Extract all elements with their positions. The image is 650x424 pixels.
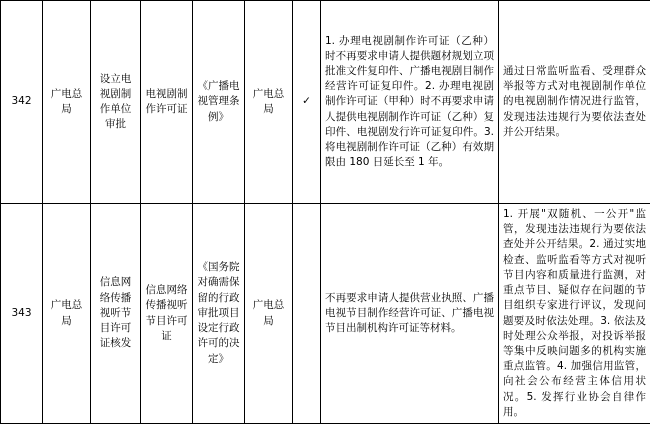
row-checkmark: ✓: [293, 1, 321, 204]
row-item-name: 设立电视剧制作单位审批: [91, 1, 141, 204]
row-implementing-agency: 广电总局: [245, 204, 293, 424]
row-reform-measures: 不再要求申请人提供营业执照、广播电视节目制作经营许可证、广播电视节目出制机构许可证等材料。: [321, 204, 499, 424]
row-number: 343: [1, 204, 43, 424]
table-row: [1, 204, 650, 424]
row-supervision-measures: 1. 开展"双随机、一公开"监管，发现违法违规行为要依法查处并公开结果。2. 通过实地检查、监听监看等方式对视听节目内容和质量进行监测，对重点节目、疑似存在问题的节目组织专家进行评议，发现问题要及时依法处理。3. 依法及时处理公众举报，对投诉举报等集中反映问题多的机构实施重点监管。4. 加强信用监管，向社会公布经营主体信用状况。5. 发挥行业协会自律作用。: [499, 204, 650, 424]
row-legal-basis: 《国务院对确需保留的行政审批项目设定行政许可的决定》: [193, 204, 245, 424]
row-legal-basis: 《广播电视管理条例》: [193, 1, 245, 204]
row-reform-measures: 1. 办理电视剧制作许可证（乙种）时不再要求申请人提供题材规划立项批准文件复印件、广播电视剧目制作经营许可证复印件。2. 办理电视剧制作许可证（甲种）时不再要求申请人提供电视剧制作许可证（乙种）复印件、电视剧发行许可证复印件。3. 将电视剧制作许可证（乙种）有效期限由 180 日延长至 1 年。: [321, 1, 499, 204]
row-competent-authority: 广电总局: [43, 204, 91, 424]
row-number: 342: [1, 1, 43, 204]
table-row: [1, 1, 650, 204]
row-license-type: 信息网络传播视听节目许可证: [141, 204, 193, 424]
row-checkmark: [293, 204, 321, 424]
row-license-type: 电视剧制作许可证: [141, 1, 193, 204]
row-item-name: 信息网络传播视听节目许可证核发: [91, 204, 141, 424]
row-implementing-agency: 广电总局: [245, 1, 293, 204]
row-competent-authority: 广电总局: [43, 1, 91, 204]
row-supervision-measures: 通过日常监听监看、受理群众举报等方式对电视剧制作单位的电视剧制作情况进行监管，发现违法违规行为要依法查处并公开结果。: [499, 1, 650, 204]
